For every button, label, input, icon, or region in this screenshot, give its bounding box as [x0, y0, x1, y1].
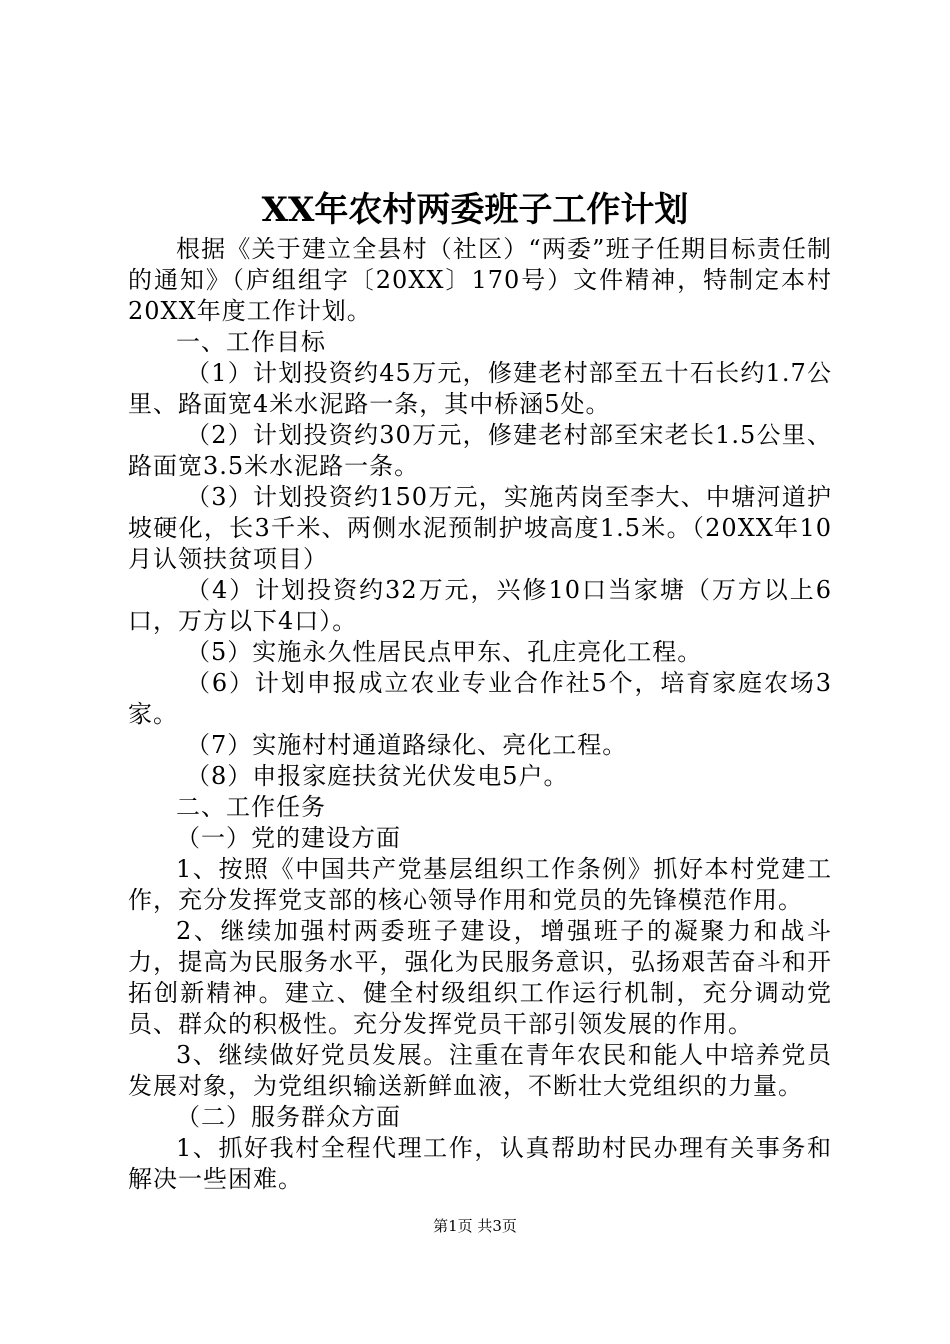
goal-item-8: （8）申报家庭扶贫光伏发电5户。: [186, 762, 569, 790]
party-task-3: 3、继续做好党员发展。注重在青年农民和能人中培养党员发展对象，为党组织输送新鲜血液，不断壮大党组织的力量。: [128, 1041, 832, 1100]
subsection-heading-service: （二）服务群众方面: [176, 1103, 401, 1131]
intro-paragraph: 根据《关于建立全县村（社区）“两委”班子任期目标责任制的通知》（庐组组字〔20XX〕170号）文件精神，特制定本村20XX年度工作计划。: [128, 235, 832, 325]
party-task-2: 2、继续加强村两委班子建设，增强班子的凝聚力和战斗力，提高为民服务水平，强化为民服务意识，弘扬艰苦奋斗和开拓创新精神。建立、健全村级组织工作运行机制，充分调动党员、群众的积极性。充分发挥党员干部引领发展的作用。: [128, 917, 832, 1038]
section-heading-tasks: 二、工作任务: [176, 793, 326, 821]
goal-item-5: （5）实施永久性居民点甲东、孔庄亮化工程。: [186, 638, 703, 666]
goal-item-6: （6）计划申报成立农业专业合作社5个，培育家庭农场3家。: [128, 669, 832, 728]
subsection-heading-party: （一）党的建设方面: [176, 824, 401, 852]
party-task-1: 1、按照《中国共产党基层组织工作条例》抓好本村党建工作，充分发挥党支部的核心领导作用和党员的先锋模范作用。: [128, 855, 832, 914]
page-number-footer: 第1页 共3页: [433, 1217, 517, 1235]
document-title: XX年农村两委班子工作计划: [261, 190, 689, 230]
goal-item-1: （1）计划投资约45万元，修建老村部至五十石长约1.7公里、路面宽4米水泥路一条，其中桥涵5处。: [128, 359, 832, 418]
service-task-1: 1、抓好我村全程代理工作，认真帮助村民办理有关事务和解决一些困难。: [128, 1134, 832, 1193]
document-body: [128, 234, 832, 1195]
goal-item-4: （4）计划投资约32万元，兴修10口当家塘（万方以上6口，万方以下4口）。: [128, 576, 832, 635]
goal-item-7: （7）实施村村通道路绿化、亮化工程。: [186, 731, 628, 759]
goal-item-3: （3）计划投资约150万元，实施芮岗至李大、中塘河道护坡硬化，长3千米、两侧水泥预制护坡高度1.5米。（20XX年10月认领扶贫项目）: [128, 483, 832, 573]
goal-item-2: （2）计划投资约30万元，修建老村部至宋老长1.5公里、路面宽3.5米水泥路一条。: [128, 421, 832, 480]
section-heading-goals: 一、工作目标: [176, 328, 326, 356]
